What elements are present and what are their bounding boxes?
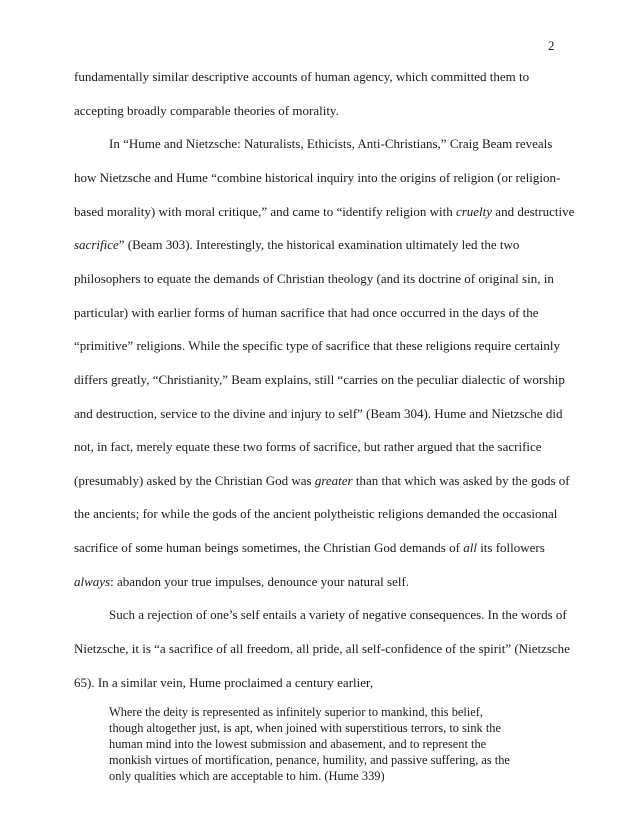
body-line: particular) with earlier forms of human sacrifice that had once occurred in the days of the (74, 305, 539, 320)
block-quote-line: human mind into the lowest submission and abasement, and to represent the (109, 737, 487, 751)
block-quote-line: monkish virtues of mortification, penance, humility, and passive suffering, as the (109, 753, 510, 767)
body-line: how Nietzsche and Hume “combine historical inquiry into the origins of religion (or religion- (74, 170, 561, 185)
body-line: In “Hume and Nietzsche: Naturalists, Ethicists, Anti-Christians,” Craig Beam reveals (109, 136, 553, 151)
block-quote-line: though altogether just, is apt, when joined with superstitious terrors, to sink the (109, 721, 501, 735)
body-line: always: abandon your true impulses, denounce your natural self. (74, 574, 410, 589)
body-line: Nietzsche, it is “a sacrifice of all freedom, all pride, all self-confidence of the spirit” (Nietzsche (74, 641, 570, 656)
body-line: philosophers to equate the demands of Christian theology (and its doctrine of original sin, in (74, 271, 554, 286)
body-line: (presumably) asked by the Christian God was greater than that which was asked by the gods of (74, 473, 570, 488)
body-line: Such a rejection of one’s self entails a variety of negative consequences. In the words of (109, 607, 567, 622)
body-line: based morality) with moral critique,” and came to “identify religion with cruelty and destructive (74, 204, 575, 219)
page-number: 2 (548, 38, 555, 53)
body-line: the ancients; for while the gods of the ancient polytheistic religions demanded the occasional (74, 506, 558, 521)
body-line: sacrifice” (Beam 303). Interestingly, the historical examination ultimately led the two (74, 237, 520, 252)
body-line: accepting broadly comparable theories of morality. (74, 103, 339, 118)
body-line: fundamentally similar descriptive accounts of human agency, which committed them to (74, 69, 530, 84)
body-line: sacrifice of some human beings sometimes, the Christian God demands of all its followers (74, 540, 545, 555)
block-quote-line: Where the deity is represented as infinitely superior to mankind, this belief, (109, 705, 484, 719)
body-line: differs greatly, “Christianity,” Beam explains, still “carries on the peculiar dialectic of worship (74, 372, 565, 387)
body-line: “primitive” religions. While the specific type of sacrifice that these religions require certainly (74, 338, 560, 353)
body-line: and destruction, service to the divine and injury to self” (Beam 304). Hume and Nietzsche did (74, 406, 563, 421)
body-line: not, in fact, merely equate these two forms of sacrifice, but rather argued that the sacrifice (74, 439, 542, 454)
block-quote-line: only qualities which are acceptable to him. (Hume 339) (109, 769, 385, 783)
body-line: 65). In a similar vein, Hume proclaimed a century earlier, (74, 675, 374, 690)
